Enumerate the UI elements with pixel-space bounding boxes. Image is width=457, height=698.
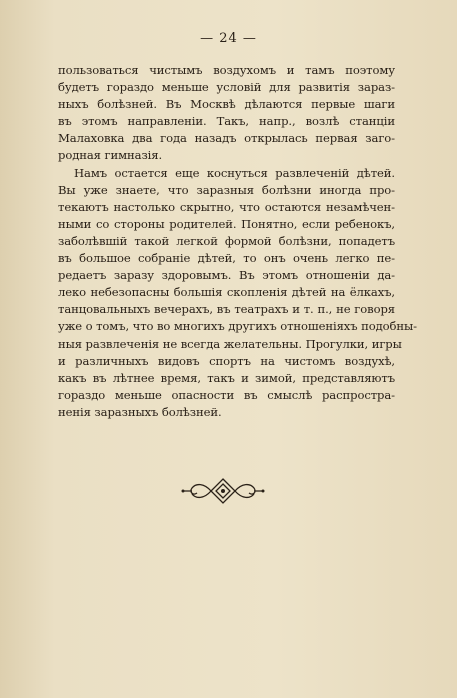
text-line: будетъ гораздо меньше условій для развитія зараз- — [58, 80, 395, 95]
text-line: какъ въ лѣтнее время, такъ и зимой, представляютъ — [58, 370, 395, 385]
paragraph-2 — [58, 165, 417, 421]
text-line: редаетъ заразу здоровымъ. Въ этомъ отношеніи да- — [58, 268, 395, 283]
text-line: въ большое собраніе дѣтей, то онъ очень легко пе- — [58, 251, 395, 266]
text-line: ненія заразныхъ болѣзней. — [58, 404, 222, 419]
text-line: текаютъ настолько скрытно, что остаются незамѣчен- — [58, 199, 395, 214]
page-number: — 24 — — [200, 31, 257, 46]
text-line: танцовальныхъ вечерахъ, въ театрахъ и т. п., не говоря — [58, 302, 395, 317]
text-line: ныхъ болѣзней. Въ Москвѣ дѣлаются первые шаги — [58, 97, 395, 112]
text-line: лекo небезопасны большія скопленія дѣтей на ёлкахъ, — [58, 285, 395, 300]
text-line: пользоваться чистымъ воздухомъ и тамъ поэтому — [58, 63, 395, 77]
text-line: и различныхъ видовъ спортъ на чистомъ воздухѣ, — [58, 353, 395, 368]
text-line: гораздо меньше опасности въ смыслѣ распростра- — [58, 387, 395, 402]
text-line: заболѣвшій такой легкой формой болѣзни, попадетъ — [58, 233, 395, 248]
text-line: родная гимназія. — [58, 148, 163, 163]
body-text — [58, 62, 417, 421]
text-line: Малаховка два года назадъ открылась первая заго- — [58, 131, 395, 146]
text-line: Вы уже знаете, что заразныя болѣзни иногда про- — [58, 182, 395, 197]
text-line: въ этомъ направленіи. Такъ, напр., возлѣ станціи — [58, 114, 395, 129]
ornament-icon — [180, 476, 266, 506]
text-line: ными со стороны родителей. Понятно, если ребенокъ, — [58, 216, 395, 231]
paragraph-1 — [58, 62, 395, 165]
text-line: Намъ остается еще коснуться развлеченій дѣтей. — [74, 165, 395, 180]
text-line: ныя развлеченія не всегда желательны. Прогулки, игры — [58, 336, 402, 351]
text-line: уже о томъ, что во многихъ другихъ отношеніяхъ подобны- — [58, 319, 417, 334]
